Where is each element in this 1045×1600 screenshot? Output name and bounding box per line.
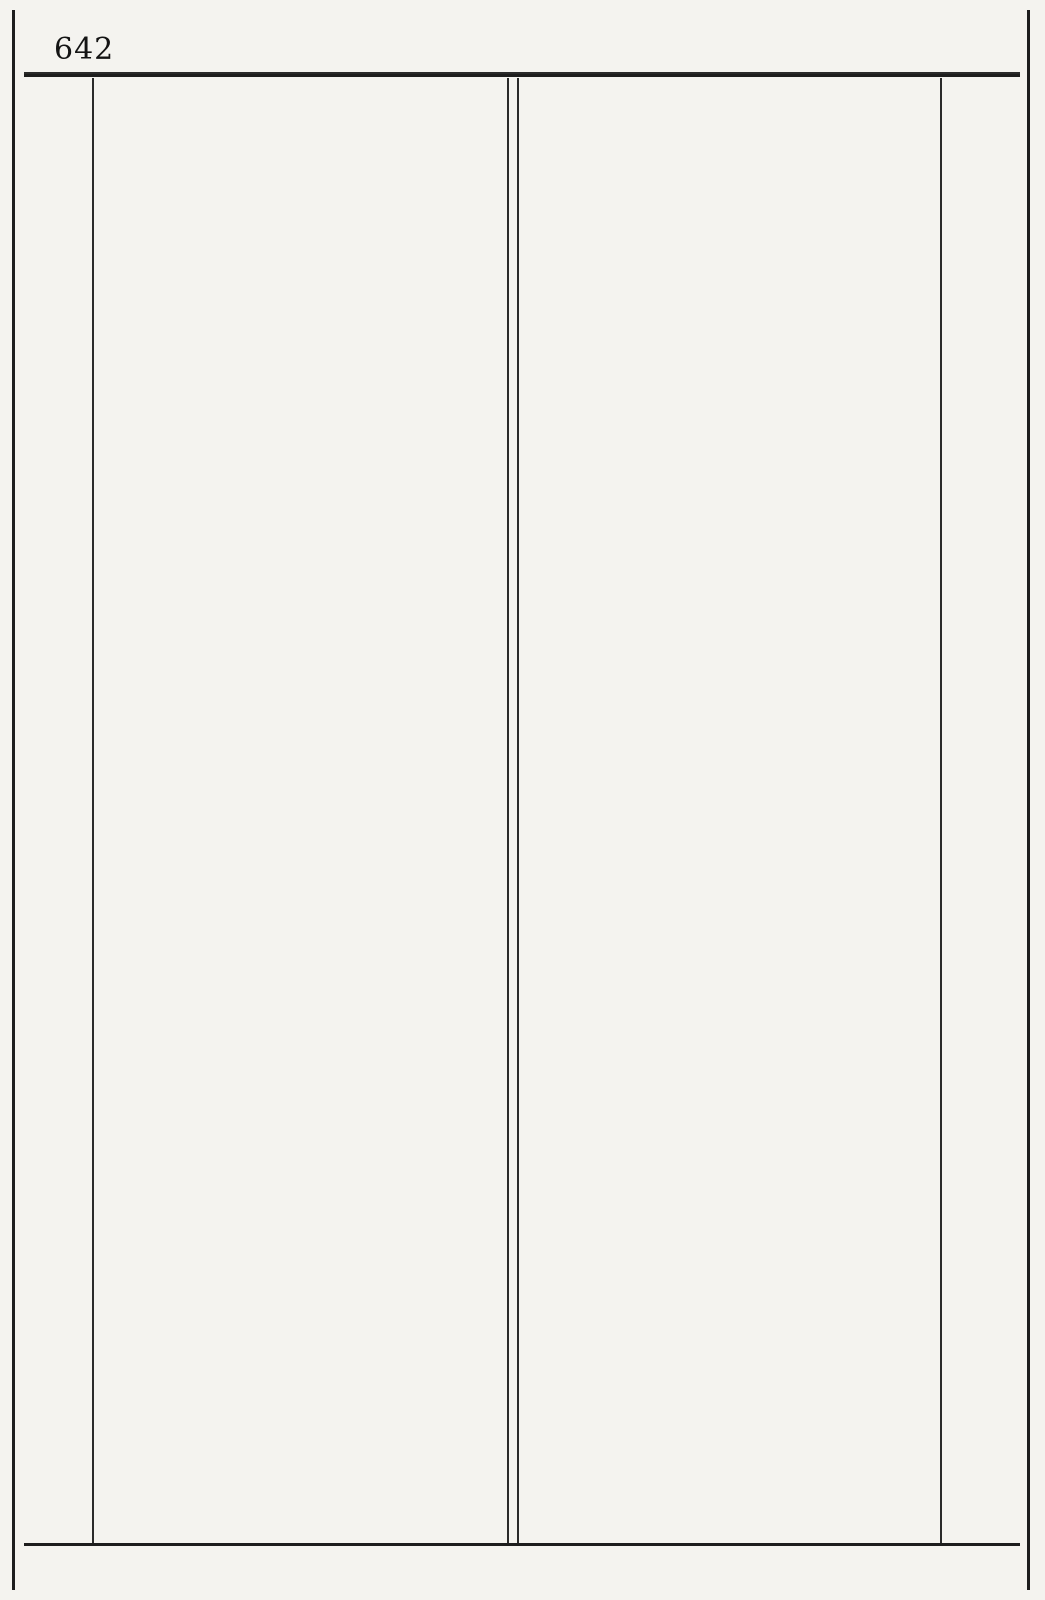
header-rule [24,72,1020,74]
column-rule-left [92,78,94,1543]
page-header [24,18,1020,77]
column-rule-right [940,78,942,1543]
footer-rule [24,1543,1020,1546]
column-rule-middle [507,78,509,1543]
column-rule-middle-inner [517,78,519,1543]
page-frame [12,10,1030,1590]
page-number: 642 [54,32,115,67]
